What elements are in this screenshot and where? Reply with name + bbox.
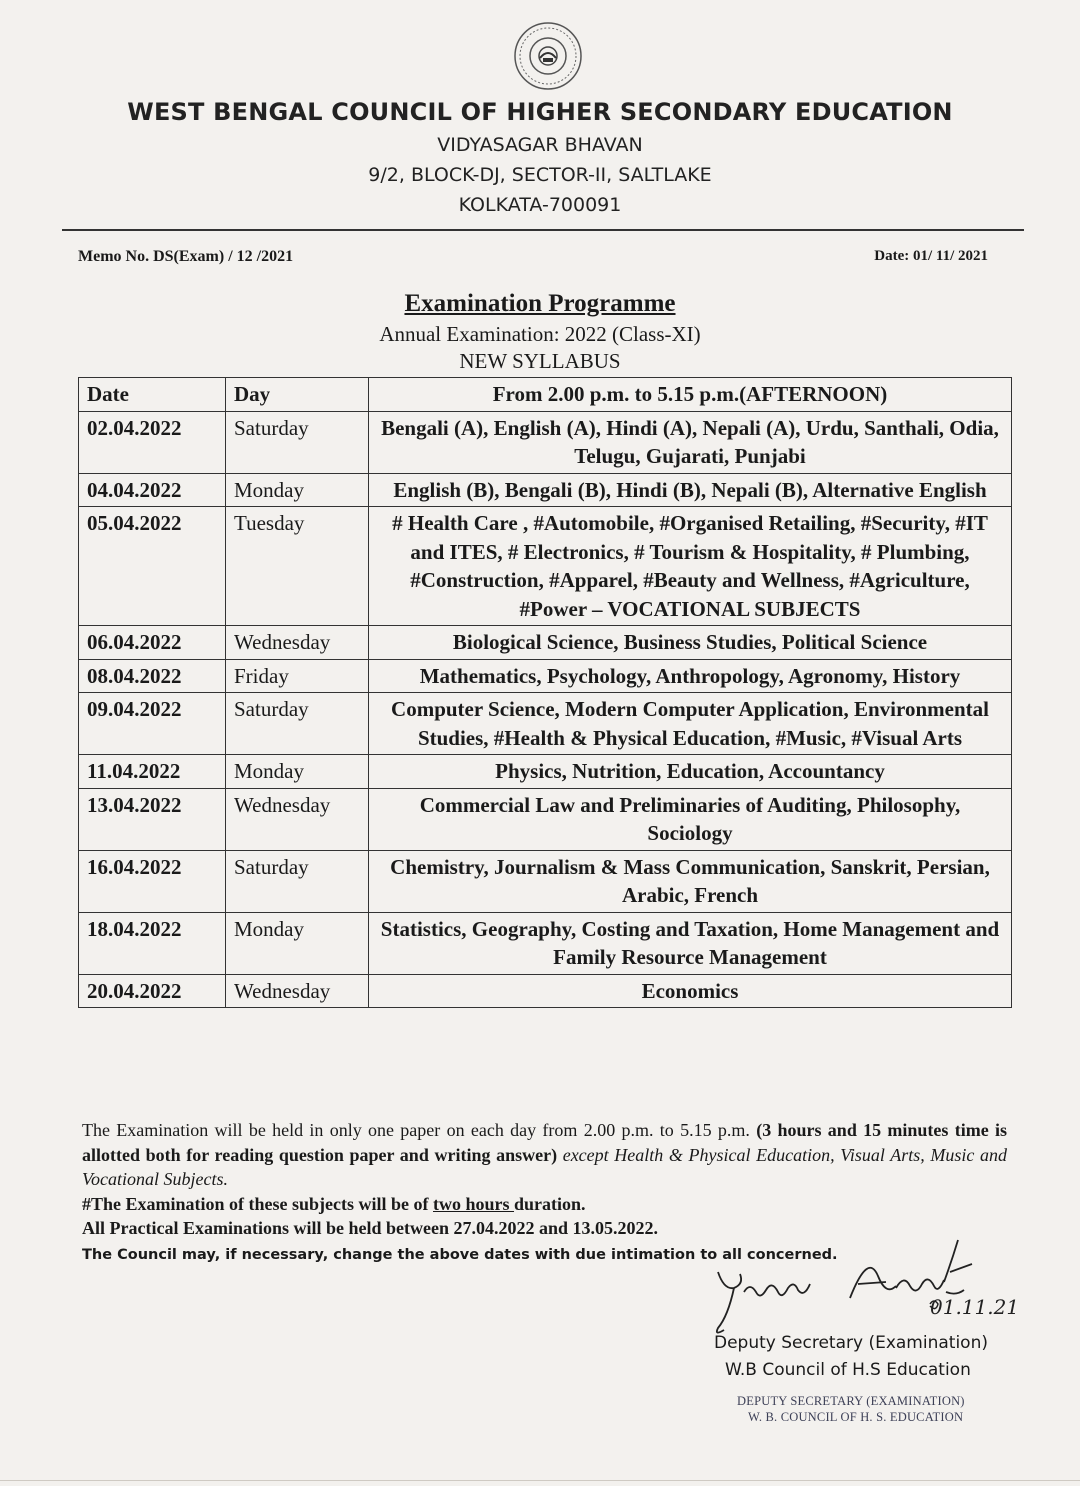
row-subjects: Bengali (A), English (A), Hindi (A), Nepali (A), Urdu, Santhali, Odia, Telugu, Gujarati, Punjabi	[369, 411, 1012, 473]
table-row	[79, 850, 1012, 912]
row-subjects: English (B), Bengali (B), Hindi (B), Nepali (B), Alternative English	[369, 473, 1012, 507]
syllabus-label: NEW SYLLABUS	[459, 349, 621, 373]
address-line-1: VIDYASAGAR BHAVAN	[437, 134, 643, 156]
row-day: Friday	[226, 659, 369, 693]
header-date: Date	[79, 378, 226, 412]
row-date: 16.04.2022	[79, 850, 226, 912]
note-2-underline: two hours	[433, 1193, 515, 1214]
header-subjects: From 2.00 p.m. to 5.15 p.m.(AFTERNOON)	[369, 378, 1012, 412]
table-row	[79, 507, 1012, 626]
row-subjects: Statistics, Geography, Costing and Taxation, Home Management and Family Resource Management	[369, 912, 1012, 974]
row-date: 13.04.2022	[79, 788, 226, 850]
row-date: 06.04.2022	[79, 626, 226, 660]
council-name: WEST BENGAL COUNCIL OF HIGHER SECONDARY EDUCATION	[127, 98, 953, 126]
table-row	[79, 411, 1012, 473]
row-subjects: Chemistry, Journalism & Mass Communication, Sanskrit, Persian, Arabic, French	[369, 850, 1012, 912]
row-date: 18.04.2022	[79, 912, 226, 974]
note-2-before: #The Examination of these subjects will be of	[82, 1193, 433, 1214]
header-day: Day	[226, 378, 369, 412]
note-1-plain: The Examination will be held in only one paper on each day from 2.00 p.m. to 5.15 p.m.	[82, 1120, 757, 1140]
row-date: 04.04.2022	[79, 473, 226, 507]
row-day: Saturday	[226, 850, 369, 912]
row-day: Monday	[226, 755, 369, 789]
table-header-row	[79, 378, 1012, 412]
row-subjects: # Health Care , #Automobile, #Organised Retailing, #Security, #IT and ITES, # Electronics, # Tourism & Hospitality, # Plumbing, #Construction, #Apparel, #Beauty and Wellness, #Agriculture, #Power – VOCATIONAL SUBJECTS	[369, 507, 1012, 626]
note-1-bold: (3 hours and 15 minutes time is allotted both for reading question paper and writing answer)	[82, 1120, 1008, 1165]
table-row	[79, 788, 1012, 850]
row-day: Tuesday	[226, 507, 369, 626]
table-row	[79, 693, 1012, 755]
note-paragraph-1	[82, 1118, 1007, 1192]
official-stamp-line-1: DEPUTY SECRETARY (EXAMINATION)	[737, 1394, 965, 1408]
row-day: Wednesday	[226, 788, 369, 850]
table-row	[79, 473, 1012, 507]
address-line-3: KOLKATA-700091	[458, 194, 622, 216]
row-date: 05.04.2022	[79, 507, 226, 626]
address-line-2: 9/2, BLOCK-DJ, SECTOR-II, SALTLAKE	[368, 164, 712, 186]
row-date: 20.04.2022	[79, 974, 226, 1008]
note-paragraph-4: The Council may, if necessary, change the above dates with due intimation to all concerned.	[82, 1246, 838, 1263]
row-date: 09.04.2022	[79, 693, 226, 755]
note-paragraph-3: All Practical Examinations will be held between 27.04.2022 and 13.05.2022.	[82, 1218, 658, 1238]
row-day: Monday	[226, 912, 369, 974]
official-stamp-line-2: W. B. COUNCIL OF H. S. EDUCATION	[748, 1410, 964, 1424]
table-row	[79, 659, 1012, 693]
row-day: Wednesday	[226, 626, 369, 660]
row-date: 08.04.2022	[79, 659, 226, 693]
exam-subtitle: Annual Examination: 2022 (Class-XI)	[379, 322, 701, 346]
row-day: Monday	[226, 473, 369, 507]
council-emblem-icon	[512, 20, 584, 92]
row-day: Saturday	[226, 411, 369, 473]
table-row	[79, 974, 1012, 1008]
page-title: Examination Programme	[404, 290, 676, 317]
signatory-organisation: W.B Council of H.S Education	[725, 1360, 971, 1380]
row-day: Saturday	[226, 693, 369, 755]
row-subjects: Commercial Law and Preliminaries of Auditing, Philosophy, Sociology	[369, 788, 1012, 850]
row-subjects: Biological Science, Business Studies, Political Science	[369, 626, 1012, 660]
note-paragraph-2	[82, 1192, 1007, 1217]
row-subjects: Computer Science, Modern Computer Application, Environmental Studies, #Health & Physical Education, #Music, #Visual Arts	[369, 693, 1012, 755]
note-1-italic: except Health & Physical Education, Visual Arts, Music and Vocational Subjects.	[82, 1144, 1007, 1189]
row-date: 02.04.2022	[79, 411, 226, 473]
signatory-role: Deputy Secretary (Examination)	[714, 1333, 988, 1353]
header-divider	[62, 229, 1024, 231]
handwritten-signature	[700, 1232, 1030, 1342]
table-row	[79, 626, 1012, 660]
row-subjects: Economics	[369, 974, 1012, 1008]
row-subjects: Mathematics, Psychology, Anthropology, Agronomy, History	[369, 659, 1012, 693]
table-row	[79, 912, 1012, 974]
memo-number: Memo No. DS(Exam) / 12 /2021	[78, 248, 294, 265]
row-day: Wednesday	[226, 974, 369, 1008]
exam-schedule-table	[78, 377, 1012, 1008]
row-subjects: Physics, Nutrition, Education, Accountancy	[369, 755, 1012, 789]
memo-date: Date: 01/ 11/ 2021	[874, 248, 988, 264]
svg-text:01.11.21: 01.11.21	[930, 1295, 1020, 1319]
page-bottom-edge	[0, 1480, 1080, 1481]
row-date: 11.04.2022	[79, 755, 226, 789]
table-row	[79, 755, 1012, 789]
note-2-after: duration.	[514, 1193, 586, 1214]
